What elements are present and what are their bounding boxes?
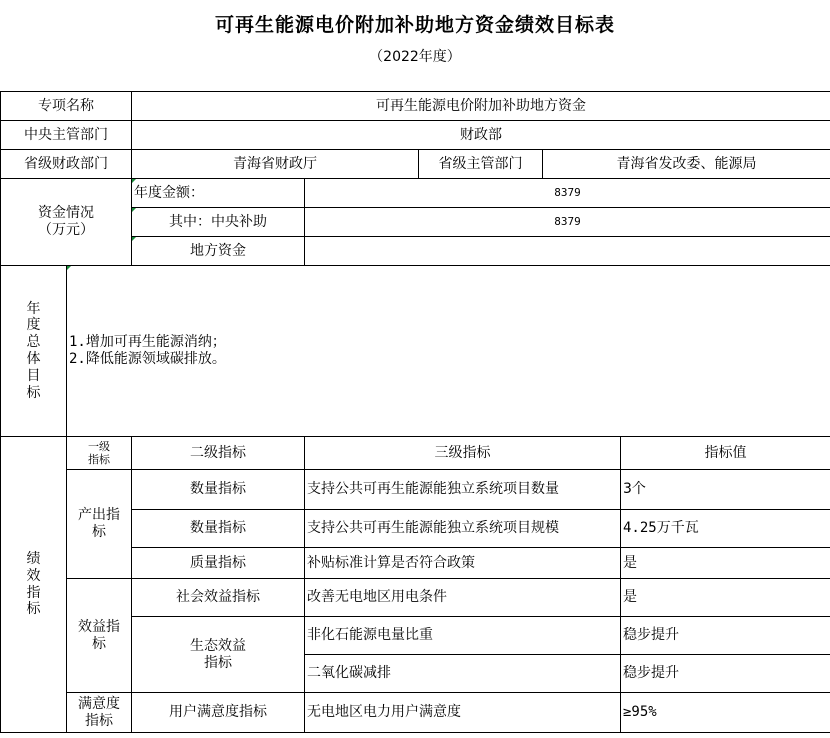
project-name-label: 专项名称 [1,92,132,121]
benefit-label-line2: 标 [92,635,106,652]
output-indicator-label [67,470,132,579]
output-label-line1: 产出指 [78,507,120,524]
goal-char: 目 [26,367,41,384]
central-dept-label: 中央主管部门 [1,121,132,150]
header-level1 [67,437,132,470]
annual-goal-label [1,266,67,437]
indicators-label [1,437,67,733]
header-level2: 二级指标 [132,437,305,470]
benefit-indicator-label [67,579,132,693]
eco-label-line2: 指标 [204,654,232,671]
level2-cell: 用户满意度指标 [132,693,305,733]
value-cell[interactable]: 4.25万千瓦 [621,510,830,548]
goal-char: 体 [26,351,41,367]
goal-char: 总 [26,334,41,351]
goal-char: 标 [26,384,41,401]
performance-target-table [0,91,830,733]
header-level1-line1: 一级 [88,439,110,453]
level3-cell: 改善无电地区用电条件 [305,579,621,617]
value-cell[interactable]: 是 [621,579,830,617]
goal-line-1: 1.增加可再生能源消纳； [69,334,226,351]
prov-finance-label: 省级财政部门 [1,150,132,179]
level2-cell: 数量指标 [132,510,305,548]
value-cell[interactable]: 3个 [621,470,830,510]
funding-label-line1: 资金情况 [38,205,94,222]
prov-finance-value[interactable]: 青海省财政厅 [132,150,419,179]
level3-cell: 支持公共可再生能源能独立系统项目规模 [305,510,621,548]
level2-cell: 社会效益指标 [132,579,305,617]
value-cell[interactable]: 是 [621,548,830,579]
satisfaction-label-line1: 满意度 [78,695,120,712]
level2-cell: 质量指标 [132,548,305,579]
funding-label-line2: （万元） [38,222,94,238]
indicator-char: 标 [26,601,41,618]
level3-cell: 二氧化碳减排 [305,655,621,693]
indicator-char: 指 [26,584,41,601]
page-title: 可再生能源电价附加补助地方资金绩效目标表 [214,14,615,36]
annual-goal-content[interactable] [67,266,830,437]
local-funds-value[interactable] [305,237,830,266]
header-value: 指标值 [621,437,830,470]
header-level1-line2: 指标 [88,453,110,466]
goal-line-2: 2.降低能源领域碳排放。 [69,351,226,367]
level2-cell: 数量指标 [132,470,305,510]
annual-amount-label: 年度金额： [132,179,305,208]
header-level3: 三级指标 [305,437,621,470]
goal-char: 年 [26,300,41,317]
project-name-value[interactable]: 可再生能源电价附加补助地方资金 [132,92,830,121]
prov-dept-label: 省级主管部门 [419,150,543,179]
goal-char: 度 [26,317,41,334]
local-funds-label: 地方资金 [132,237,305,266]
value-cell[interactable]: ≥95% [621,693,830,733]
eco-label-line1: 生态效益 [190,637,246,654]
annual-amount-value[interactable]: 8379 [305,179,830,208]
page-subtitle: （2022年度） [369,49,461,65]
eco-benefit-label [132,617,305,693]
satisfaction-label-line2: 指标 [85,712,113,729]
level3-cell: 无电地区电力用户满意度 [305,693,621,733]
central-dept-value[interactable]: 财政部 [132,121,830,150]
indicator-char: 效 [26,567,41,584]
satisfaction-indicator-label [67,693,132,733]
level3-cell: 补贴标准计算是否符合政策 [305,548,621,579]
central-subsidy-value[interactable]: 8379 [305,208,830,237]
level3-cell: 非化石能源电量比重 [305,617,621,655]
indicator-char: 绩 [26,550,41,567]
value-cell[interactable]: 稳步提升 [621,617,830,655]
central-subsidy-label: 其中：中央补助 [132,208,305,237]
prov-dept-value[interactable]: 青海省发改委、能源局 [543,150,830,179]
value-cell[interactable]: 稳步提升 [621,655,830,693]
output-label-line2: 标 [92,524,106,540]
benefit-label-line1: 效益指 [78,618,120,635]
funding-label [1,179,132,266]
level3-cell: 支持公共可再生能源能独立系统项目数量 [305,470,621,510]
